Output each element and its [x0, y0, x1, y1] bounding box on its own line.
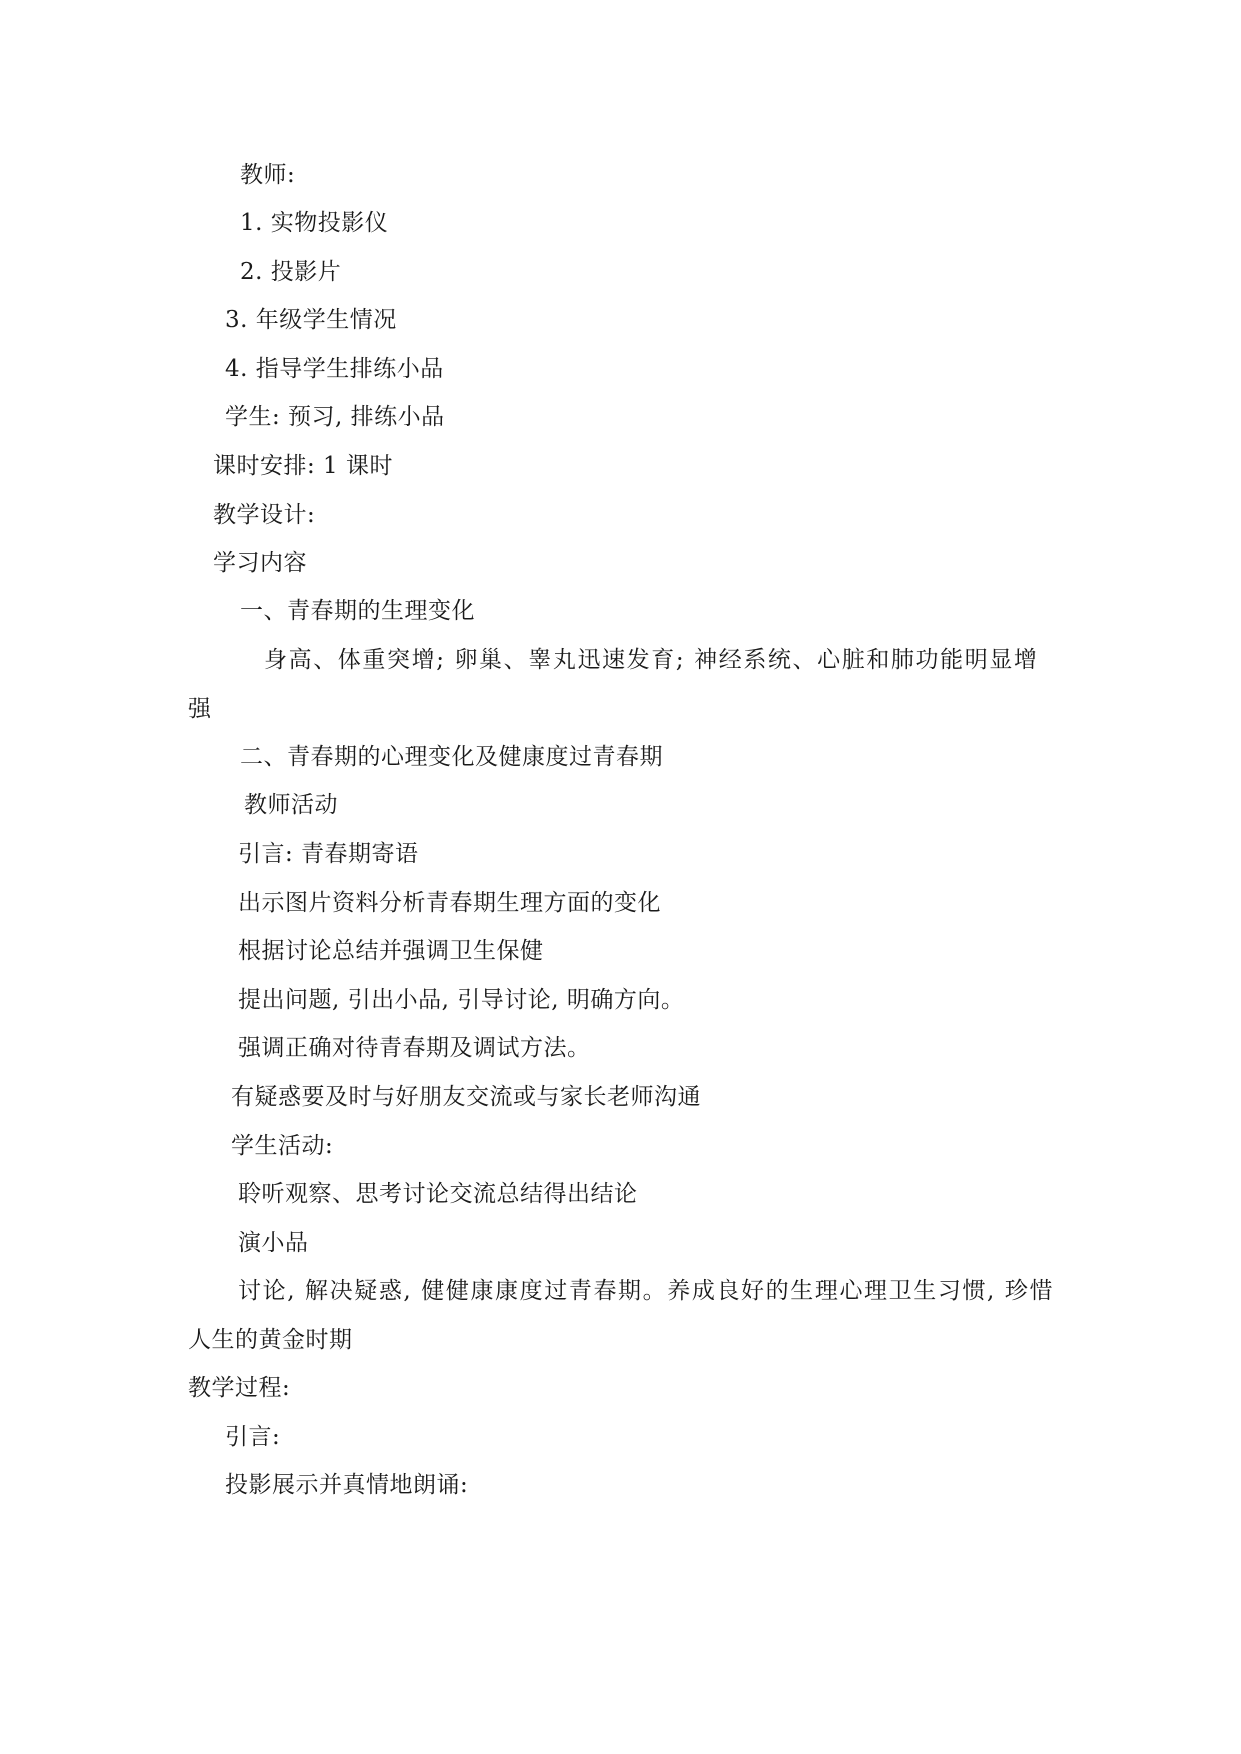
student-prep-line: 学生: 预习, 排练小品: [225, 404, 445, 430]
student-activity-2: 演小品: [238, 1230, 309, 1256]
student-activity-heading: 学生活动:: [231, 1133, 334, 1159]
intro-heading: 引言:: [225, 1424, 281, 1450]
teacher-activity-3: 根据讨论总结并强调卫生保健: [238, 938, 544, 964]
teacher-item-1: 1. 实物投影仪: [240, 210, 389, 236]
teacher-activity-4: 提出问题, 引出小品, 引导讨论, 明确方向。: [238, 987, 685, 1013]
physiology-paragraph-line-1: 身高、体重突增; 卵巢、睾丸迅速发育; 神经系统、心脏和肺功能明显增: [264, 647, 1039, 673]
student-activity-3-line-1: 讨论, 解决疑惑, 健健康康度过青春期。养成良好的生理心理卫生习惯, 珍惜: [238, 1278, 1055, 1304]
teacher-item-2: 2. 投影片: [240, 259, 342, 285]
teacher-item-4: 4. 指导学生排练小品: [225, 356, 444, 382]
physiology-paragraph-line-2: 强: [188, 696, 212, 722]
student-activity-3-line-2: 人生的黄金时期: [188, 1327, 353, 1353]
class-hours-line: 课时安排: 1 课时: [213, 453, 394, 479]
teacher-activity-1: 引言: 青春期寄语: [238, 841, 419, 867]
projection-line: 投影展示并真情地朗诵:: [225, 1472, 469, 1498]
teacher-activity-2: 出示图片资料分析青春期生理方面的变化: [238, 890, 661, 916]
teacher-activity-5: 强调正确对待青春期及调试方法。: [238, 1035, 591, 1061]
section-1-heading: 一、青春期的生理变化: [240, 598, 475, 624]
teacher-heading: 教师:: [240, 162, 296, 188]
teacher-activity-heading: 教师活动: [244, 792, 338, 818]
student-activity-1: 聆听观察、思考讨论交流总结得出结论: [238, 1181, 638, 1207]
learning-content-heading: 学习内容: [213, 550, 307, 576]
section-2-heading: 二、青春期的心理变化及健康度过青春期: [240, 744, 663, 770]
teaching-process-heading: 教学过程:: [188, 1375, 291, 1401]
teaching-design-heading: 教学设计:: [213, 502, 316, 528]
teacher-item-3: 3. 年级学生情况: [225, 307, 397, 333]
teacher-activity-6: 有疑惑要及时与好朋友交流或与家长老师沟通: [231, 1084, 701, 1110]
